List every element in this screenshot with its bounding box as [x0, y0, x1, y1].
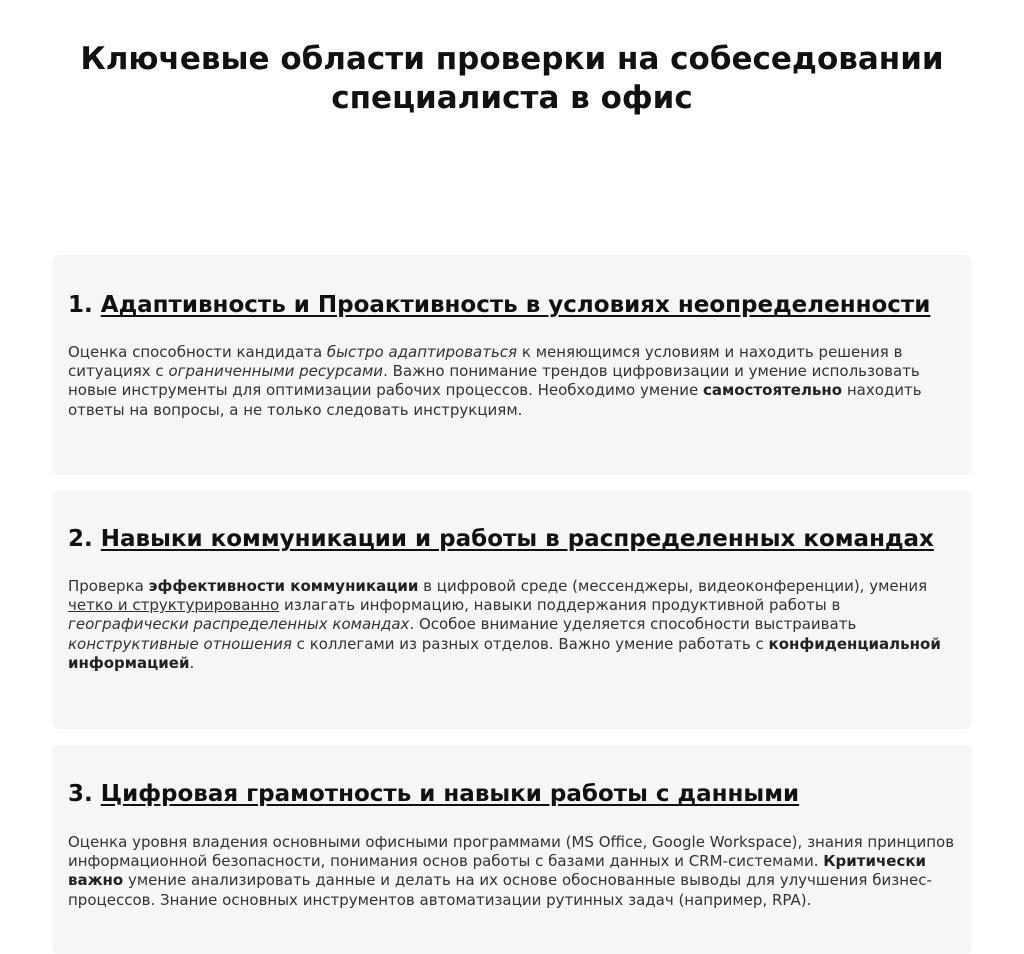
text-run: к меняющимся условиям и находить решения в ситуациях с	[68, 343, 903, 381]
section-card-adaptability	[52, 255, 972, 475]
italic-phrase: конструктивные отношения	[68, 634, 292, 653]
page-title-line-1: Ключевые области проверки на собеседовании	[80, 41, 944, 77]
text-run: . Особое внимание уделяется способности выстраивать	[409, 615, 857, 634]
italic-phrase: ограниченными ресурсами	[168, 362, 384, 381]
section-heading	[68, 525, 958, 554]
text-run: излагать информацию, навыки поддержания продуктивной работы в	[279, 596, 841, 615]
text-run: .	[189, 653, 195, 672]
section-title: Цифровая грамотность и навыки работы с данными	[100, 781, 800, 807]
bold-phrase: Критически важно	[68, 852, 927, 890]
section-heading	[68, 780, 958, 809]
text-run: Проверка	[68, 577, 149, 595]
page-title	[0, 0, 1024, 118]
text-run: . Важно понимание трендов цифровизации и умение использовать новые инструменты для оптимизации рабочих процессов. Необходимо умение	[68, 362, 920, 400]
text-run: Оценка уровня владения основными офисными программами (MS Office, Google Workspace), знания принципов информационной безопасности, понимания основ работы с базами данных и CRM-системами.	[68, 833, 955, 871]
section-heading	[68, 291, 958, 320]
section-number: 2.	[68, 526, 93, 552]
section-number: 1.	[68, 292, 93, 318]
underlined-phrase: четко и структурированно	[68, 596, 280, 615]
bold-phrase: конфиденциальной информацией	[68, 634, 941, 672]
text-run: Оценка способности кандидата	[68, 343, 327, 361]
section-title: Адаптивность и Проактивность в условиях неопределенности	[100, 292, 931, 318]
text-run: умение анализировать данные и делать на их основе обоснованные выводы для улучшения бизнес-процессов. Знание основных инструментов автоматизации рутинных задач (например, RPA).	[68, 871, 932, 909]
section-title: Навыки коммуникации и работы в распределенных командах	[100, 526, 934, 552]
bold-phrase: эффективности коммуникации	[148, 577, 419, 595]
text-run: находить ответы на вопросы, а не только следовать инструкциям.	[68, 381, 922, 419]
section-description	[68, 833, 958, 910]
bold-phrase: самостоятельно	[702, 381, 843, 400]
page-title-line-2: специалиста в офис	[331, 80, 693, 116]
italic-phrase: быстро адаптироваться	[326, 343, 518, 361]
italic-phrase: географически распределенных командах	[68, 615, 410, 634]
section-number: 3.	[68, 781, 93, 807]
text-run: с коллегами из разных отделов. Важно умение работать с	[291, 634, 769, 653]
section-card-digital-literacy	[52, 745, 972, 954]
section-description	[68, 577, 958, 673]
text-run: в цифровой среде (мессенджеры, видеоконференции), умения	[418, 577, 928, 595]
section-description	[68, 343, 958, 420]
section-card-communication	[52, 490, 972, 729]
